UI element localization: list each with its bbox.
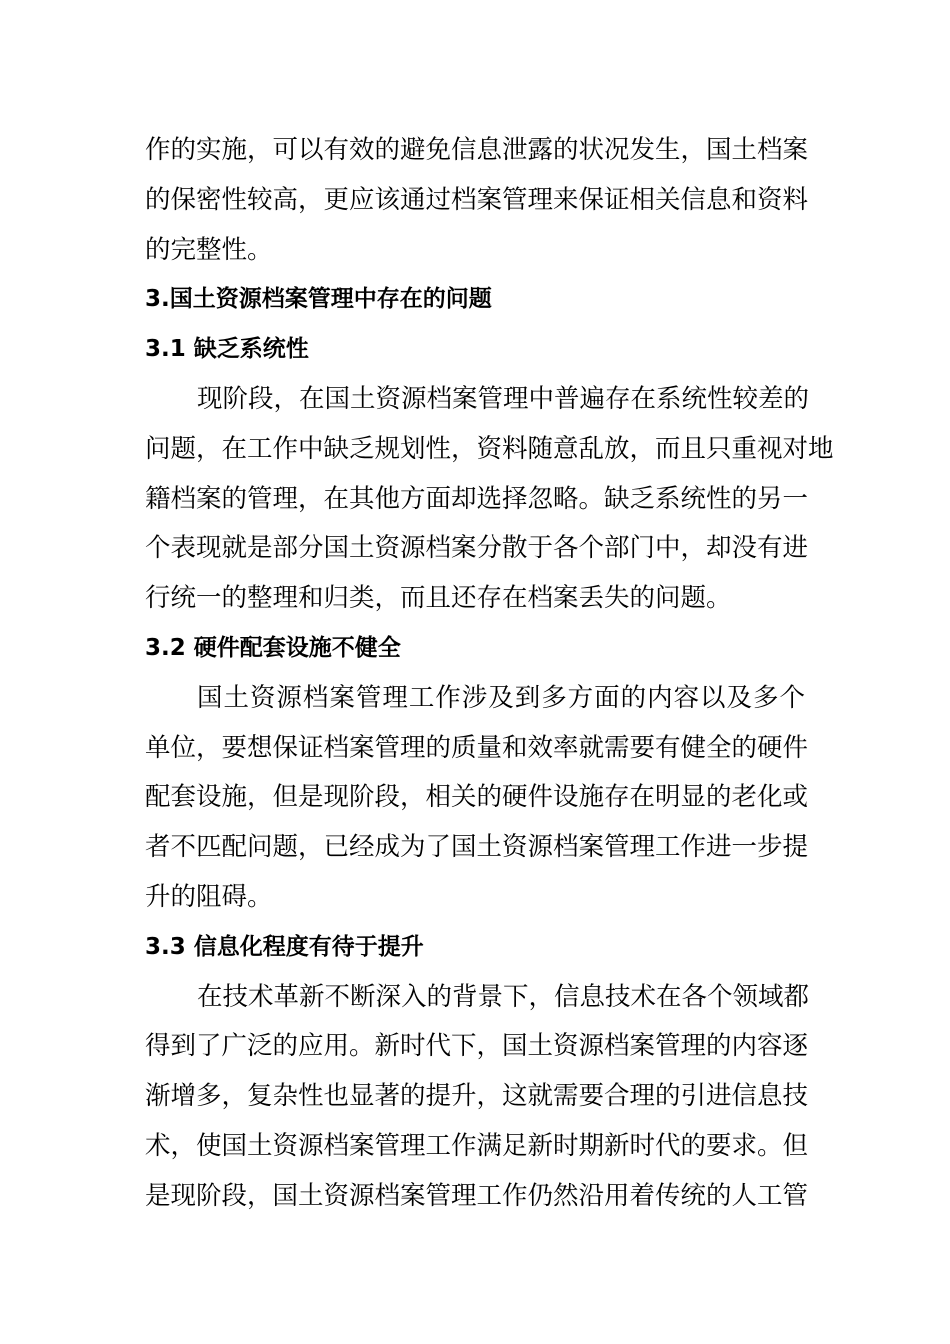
body-text-line: 得到了广泛的应用。新时代下，国土资源档案管理的内容逐 <box>145 1031 809 1062</box>
body-text-line: 是现阶段，国土资源档案管理工作仍然沿用着传统的人工管 <box>145 1180 809 1211</box>
body-text-line: 者不匹配问题，已经成为了国土资源档案管理工作进一步提 <box>145 832 809 863</box>
subsection-heading: 3.2 硬件配套设施不健全 <box>145 634 401 661</box>
body-text-line: 渐增多，复杂性也显著的提升，这就需要合理的引进信息技 <box>145 1081 809 1112</box>
body-text-line: 在技术革新不断深入的背景下，信息技术在各个领域都 <box>197 981 810 1012</box>
body-text-line: 作的实施，可以有效的避免信息泄露的状况发生，国土档案 <box>145 135 809 165</box>
document-page <box>145 126 834 1222</box>
subsection-heading: 3.1 缺乏系统性 <box>145 336 309 363</box>
section-heading: 3.国土资源档案管理中存在的问题 <box>145 286 492 313</box>
subsection-heading: 3.3 信息化程度有待于提升 <box>145 933 424 960</box>
body-text-line: 国土资源档案管理工作涉及到多方面的内容以及多个 <box>197 682 805 713</box>
body-text-line: 配套设施，但是现阶段，相关的硬件设施存在明显的老化或 <box>145 782 809 813</box>
body-text-line: 单位，要想保证档案管理的质量和效率就需要有健全的硬件 <box>145 732 809 763</box>
body-text-line: 个表现就是部分国土资源档案分散于各个部门中，却没有进 <box>145 533 809 564</box>
body-text-line: 籍档案的管理，在其他方面却选择忽略。缺乏系统性的另一 <box>145 483 809 514</box>
body-text-line: 问题，在工作中缺乏规划性，资料随意乱放，而且只重视对地 <box>145 433 834 464</box>
body-text-line: 术，使国土资源档案管理工作满足新时期新时代的要求。但 <box>145 1130 809 1161</box>
body-text-line: 行统一的整理和归类，而且还存在档案丢失的问题。 <box>145 583 732 614</box>
body-text-line: 的完整性。 <box>145 234 273 265</box>
body-text-line: 的保密性较高，更应该通过档案管理来保证相关信息和资料 <box>145 184 809 215</box>
body-text-line: 现阶段，在国土资源档案管理中普遍存在系统性较差的 <box>197 383 810 414</box>
body-text-line: 升的阻碍。 <box>145 881 273 912</box>
